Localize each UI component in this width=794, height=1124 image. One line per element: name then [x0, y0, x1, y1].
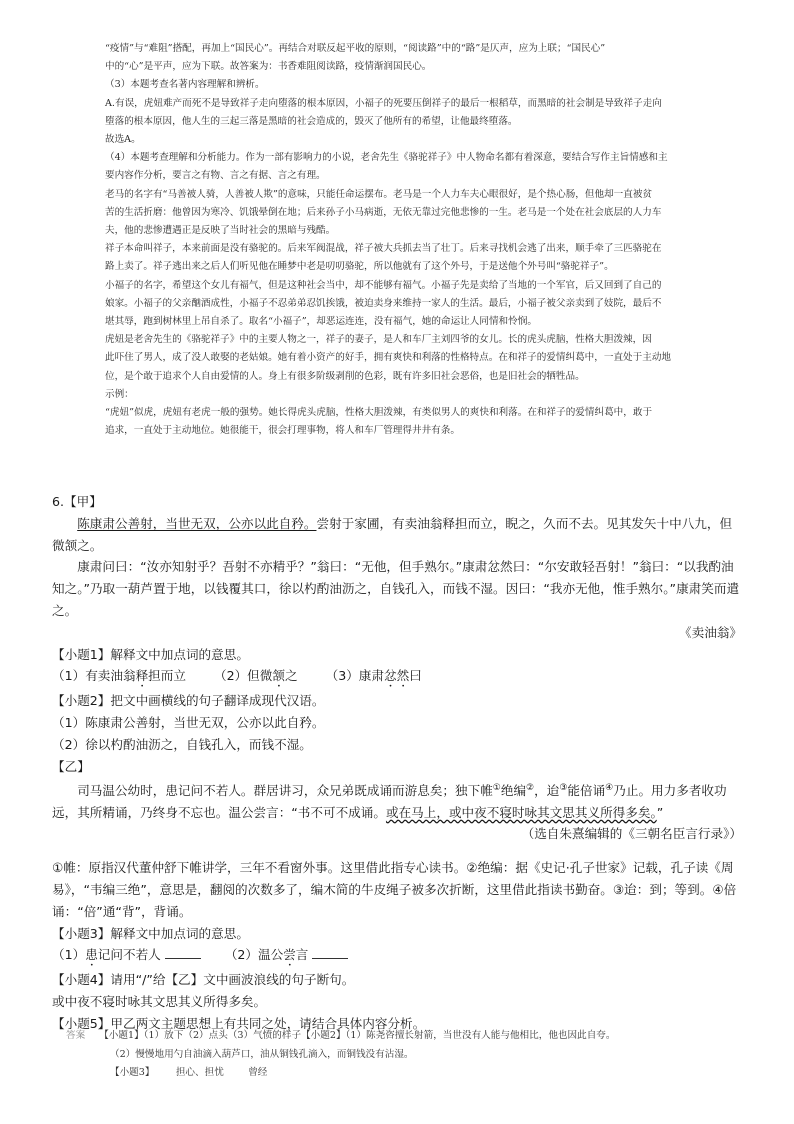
answer-analysis-block [105, 40, 725, 440]
item-text: 言 [295, 947, 309, 963]
sub-question-2: 【小题2】把文中画横线的句子翻译成现代汉语。 [52, 693, 325, 709]
underlined-sentence: 陈康肃公善射，当世无双，公亦以此自矜。 [77, 515, 317, 531]
analysis-line: 位，是个敢于追求个人自由爱情的人。身上有很多阶级剥削的色彩，既有许多旧社会恶俗，也是旧社会的牺牲品。 [105, 370, 585, 382]
analysis-line: “虎妞”似虎，虎妞有老虎一般的强势。她长得虎头虎脑，性格大胆泼辣，有类似男人的爽快和利落。在和祥子的爱情纠葛中，敢于 [105, 407, 653, 419]
analysis-line: 夫，他的悲惨遭遇正是反映了当时社会的黑暗与残酷。 [105, 225, 336, 237]
analysis-line: 苦的生活折磨：他曾因为寒冷、饥饿晕倒在地；后来孙子小马病逝，无依无靠过完他悲惨的一生。老马是一个处在社会底层的人力车 [105, 206, 662, 218]
jia-source: 《卖油翁》 [679, 624, 742, 640]
answer-label: 答案 [66, 1030, 86, 1041]
jia-paragraph-1 [52, 513, 742, 557]
analysis-line: A.有误，虎妞难产而死不是导致祥子走向堕落的根本原因，小福子的死要压倒祥子的最后一根稻草，而黑暗的社会制是导致祥子走向 [105, 97, 662, 109]
footnote-mark: ③ [559, 782, 568, 793]
analysis-line: （4）本题考查理解和分析能力。作为一部有影响力的小说，老舍先生《骆驼祥子》中人物命名都有着深意，要结合写作主旨情感和主 [105, 152, 668, 164]
yi-text: ” [656, 804, 664, 820]
sub-question-4-sentence: 或中夜不寝时咏其文思其义所得多矣。 [52, 994, 267, 1010]
yi-source: （选自朱熹编辑的《三朝名臣言行录》） [521, 826, 742, 842]
analysis-line: 中的“心”是平声，应为下联。故答案为：书香难阻阅读路，疫情渐润国民心。 [105, 61, 432, 73]
dotted-word: 释 [135, 668, 149, 684]
footnote-mark: ② [526, 782, 535, 793]
sub-question-3-items [52, 944, 742, 969]
yi-text: 乃止。用力多者收功远，其所精诵，乃终身不忘也。温公尝言：“书不可不成诵。 [52, 782, 727, 820]
yi-text: 司马温公幼时，患记问不若人。群居讲习，众兄弟既成诵而游息矣；独下帷 [77, 782, 493, 798]
question-heading: 6.【甲】 [52, 494, 102, 509]
analysis-line: 小福子的名字，希望这个女儿有福气，但是这种社会当中，却不能够有福气。小福子先是卖给了当地的一个军官，后又回到了自己的 [105, 279, 662, 291]
answer-text: 【小题1】（1）放下（2）点头（3）气愤的样子【小题2】（1）陈尧咨擅长射箭，当世没有人能与他相比，他也因此自夸。 [99, 1030, 616, 1041]
yi-paragraph [52, 778, 742, 824]
answer-text: 【小题3】 [110, 1067, 155, 1078]
question-6 [52, 491, 742, 1035]
analysis-line: 老马的名字有“马善被人骑，人善被人欺”的意味，只能任命运摆布。老马是一个人力车夫心眼很好，是个热心肠，但他却一直被贫 [105, 188, 653, 200]
analysis-line: 虎妞是老舍先生的《骆驼祥子》中的主要人物之一，祥子的妻子，是人和车厂主刘四爷的女儿。长的虎头虎脑，性格大胆泼辣，因 [105, 334, 652, 346]
item-text: （3）康肃 [325, 668, 384, 684]
sub-question-1-items [52, 665, 742, 690]
analysis-line: 祥子本命叫祥子，本来前面是没有骆驼的。后来军阀混战，祥子被大兵抓去当了壮丁。后来寻找机会逃了出来，顺手牵了三匹骆驼在 [105, 243, 662, 255]
analysis-line: 此吓住了男人，成了没人敢娶的老姑娘。她有着小资产的好手，拥有爽快和利落的性格特点。在和祥子的爱情纠葛中，一直处于主动地 [105, 352, 672, 364]
footnotes: ①帷：原指汉代董仲舒下帷讲学，三年不看窗外事。这里借此指专心读书。②绝编：据《史记·孔子世家》记载，孔子读《周易》，“韦编三绝”，意思是，翻阅的次数多了，编木简的牛皮绳子被多次折断，这里借此指读书勤奋。③迨：到；等到。④倍诵：“倍”通“背”，背诵。 [52, 860, 737, 919]
answer-line-3 [66, 1064, 746, 1083]
yi-heading: 【乙】 [52, 758, 90, 774]
answer-text: 曾经 [248, 1067, 268, 1078]
item-text: （2）但微 [213, 668, 273, 684]
dotted-word: 尝 [283, 947, 296, 963]
analysis-line: （3）本题考查名著内容理解和辨析。 [105, 79, 265, 91]
sub-question-2-b: （2）徐以杓酌油沥之，自钱孔入，而钱不湿。 [52, 736, 312, 752]
dotted-word: 患 [85, 947, 98, 963]
dotted-word: 颔 [272, 668, 285, 684]
answer-block [66, 1027, 746, 1083]
item-text: 担而立 [148, 668, 186, 684]
answer-line-2: （2）慢慢地用勺自油滴入葫芦口，油从铜钱孔滴入，而铜钱没有沾湿。 [110, 1048, 414, 1060]
item-text: 曰 [409, 668, 422, 684]
item-text: （1） [52, 947, 86, 963]
item-text: 之 [284, 668, 298, 684]
yi-text: ，迨 [534, 782, 560, 798]
jia-paragraph-2: 康肃问曰：“汝亦知射乎？吾射不亦精乎？”翁曰：“无他，但手熟尔。”康肃忿然曰：“尔安敢轻吾射！”翁曰：“以我酌油知之。”乃取一葫芦置于地，以钱覆其口，徐以杓酌油沥之，自钱孔入，而钱不湿。因曰：“我亦无他，惟手熟尔。”康肃笑而遣之。 [52, 559, 740, 618]
answer-line-1 [66, 1027, 746, 1046]
analysis-line: 堪其辱，跑到树林里上吊自杀了。取名“小福子”，却恶运连连，没有福气，她的命运让人同情和怜悯。 [105, 316, 537, 328]
dotted-word: 忿然 [383, 668, 410, 684]
sub-question-2-a: （1）陈康肃公善射，当世无双，公亦以此自矜。 [52, 715, 325, 731]
sub-question-4: 【小题4】请用“/”给【乙】文中画波浪线的句子断句。 [52, 972, 355, 988]
analysis-line: 要内容作分析，要言之有物、言之有据、言之有理。 [105, 170, 326, 182]
answer-blank[interactable] [312, 946, 348, 959]
yi-text: 绝编 [500, 782, 527, 798]
yi-text: 能倍诵 [567, 782, 606, 798]
analysis-line: 堕落的根本原因，他人生的三起三落是黑暗的社会造成的，毁灭了他所有的希望，让他最终堕落。 [105, 115, 518, 127]
sub-question-1: 【小题1】解释文中加点词的意思。 [52, 646, 249, 662]
item-text: （2）温公 [224, 947, 284, 963]
sub-question-3: 【小题3】解释文中加点词的意思。 [52, 925, 249, 941]
item-text: （1）有卖油翁 [52, 668, 136, 684]
footnote-mark: ① [492, 782, 501, 793]
footnote-mark: ④ [605, 782, 614, 793]
answer-blank[interactable] [165, 946, 201, 959]
analysis-line: 娘家。小福子的父亲酗酒成性，小福子不忍弟弟忍饥挨饿，被迫卖身来维持一家人的生活。最后，小福子被父亲卖到了妓院，最后不 [105, 297, 662, 309]
sub-question-5: 【小题5】甲乙两文主题思想上有共同之处，请结合具体内容分析。 [52, 1015, 426, 1031]
analysis-line: “疫情”与“难阻”搭配，再加上“国民心”。再结合对联反起平收的原则，“阅读路”中的“路”是仄声，应为上联；“国民心” [105, 43, 606, 54]
analysis-line: 故选A。 [105, 134, 141, 146]
analysis-line: 追求，一直处于主动地位。她很能干，很会打理事物，将人和车厂管理得井井有条。 [105, 425, 460, 437]
analysis-line: 示例： [105, 388, 134, 400]
analysis-line: 路上卖了。祥子逃出来之后人们听见他在睡梦中老是叨叨骆驼，所以他就有了这个外号，于是送他个外号叫“骆驼祥子”。 [105, 261, 614, 273]
jia-text: 尝射于家圃，有卖油翁释担而立，睨之，久而不去。见其发矢十中八九，但微颔之。 [52, 515, 733, 553]
answer-text: 担心、担忧 [175, 1067, 224, 1078]
item-text: 记问不若人 [97, 947, 161, 963]
wavy-underlined-sentence: 或在马上，或中夜不寝时咏其文思其义所得多矣。 [385, 804, 657, 820]
